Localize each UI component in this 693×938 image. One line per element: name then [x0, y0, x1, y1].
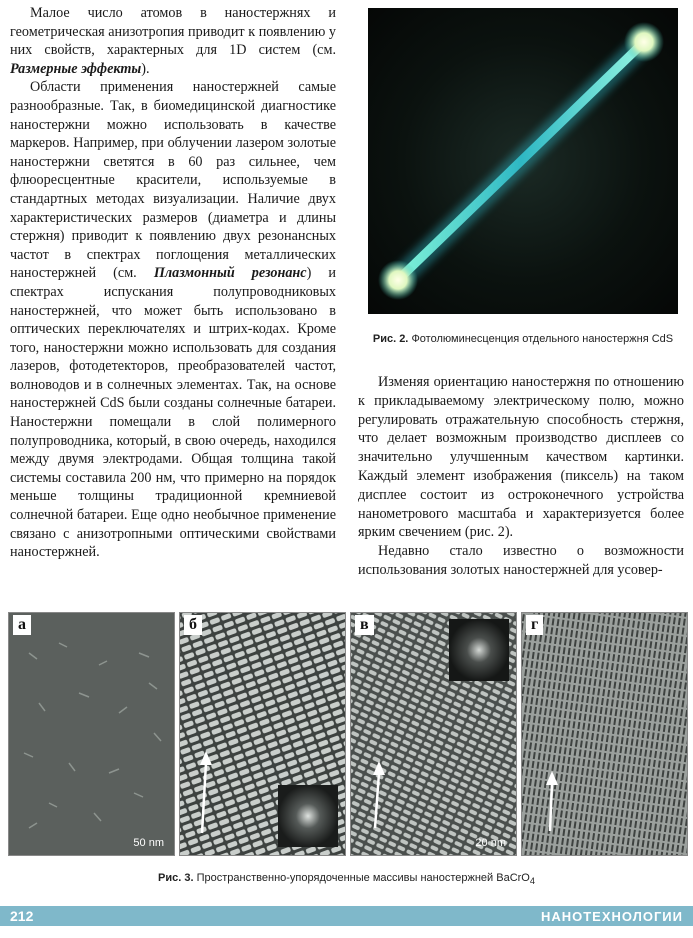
micrograph-panel-c [350, 612, 517, 856]
nanorod-photoluminescence-image [368, 8, 678, 314]
figure-3 [8, 612, 686, 854]
figure-2-caption [368, 332, 678, 347]
panel-label: в [355, 615, 374, 635]
paragraph-text: Малое число атомов в наностержнях и геометрическая анизотропия приводит к появлению у них свойств, характерных для 1D систем (см. [10, 5, 336, 59]
panel-label: б [184, 615, 202, 635]
scale-bar-label: 20 nm [475, 837, 506, 849]
paragraph [10, 4, 336, 78]
caption-text: Фотолюминесценция отдельного наностержня CdS [411, 333, 674, 345]
paragraph [10, 78, 336, 561]
paragraph-text: ). [141, 60, 150, 77]
figure-3-caption [0, 872, 693, 886]
paragraph-text: ) и спектрах испускания полупроводниковых наностержней, что может быть использовано в оптических переключателях и штрих-кодах. Кроме того, наностержни можно использовать для создания лазеров, фотодетекторов, преобразователей частот, волноводов и в солнечных элементах. Так, на основе наностержней CdS были созданы солнечные батареи. Наностержни помещали в слой полимерного полупроводника, который, в свою очередь, находился между двумя электродами. Общая толщина такой системы составила 200 нм, что примерно на порядок меньше толщины традиционной кремниевой солнечной батареи. Еще одно необычное применение связано с анизотропными оптическими свойствами наностержней. [10, 265, 336, 561]
right-text-column [358, 373, 684, 580]
micrograph-image [522, 613, 687, 855]
page-number: 212 [10, 908, 34, 924]
caption-text: Пространственно-упорядоченные массивы наностержней BaCrO [196, 872, 530, 884]
paragraph-text: Области применения наностержней самые разнообразные. Так, в биомедицинской диагностике наностержни можно использовать в качестве маркеров. Например, при облучении лазером золотые наностержни светятся в 60 раз сильнее, чем флюоресцентные красители, используемые в стандартных методах визуализации. Наличие двух характеристических размеров (диаметра и длины стержня) приводит к появлению двух резонансных частот в спектрах поглощения металлических наностержней (см. [10, 79, 336, 282]
section-title: НАНОТЕХНОЛОГИИ [540, 909, 683, 924]
caption-label: Рис. 2. [372, 333, 409, 345]
panel-label: г [526, 615, 543, 635]
micrograph-image [180, 613, 345, 855]
micrograph-panel-a [8, 612, 175, 856]
left-text-column [10, 4, 336, 562]
panel-label: а [13, 615, 31, 635]
caption-label: Рис. 3. [158, 872, 194, 884]
scale-bar-label: 50 nm [133, 837, 164, 849]
micrograph-image [9, 613, 174, 855]
micrograph-panel-b [179, 612, 346, 856]
micrograph-image [351, 613, 516, 855]
cross-reference: Плазмонный резонанс [153, 265, 307, 282]
paragraph: Недавно стало известно о возможности использования золотых наностержней для усовер- [358, 543, 684, 578]
paragraph: Изменяя ориентацию наностержня по отношению к прикладываемому электрическому полю, можно регулировать отражательную способность стержня, что делает возможным производство дисплеев со значительно улучшенным качеством картинки. Каждый элемент изображения (пиксель) на таком дисплее состоит из остроконечного устройства нанометрового масштаба и характеризуется более ярким свечением (рис. 2). [358, 374, 684, 541]
page-footer [0, 906, 693, 926]
cross-reference: Размерные эффекты [10, 60, 142, 77]
caption-subscript: 4 [529, 876, 535, 887]
micrograph-panel-d [521, 612, 688, 856]
